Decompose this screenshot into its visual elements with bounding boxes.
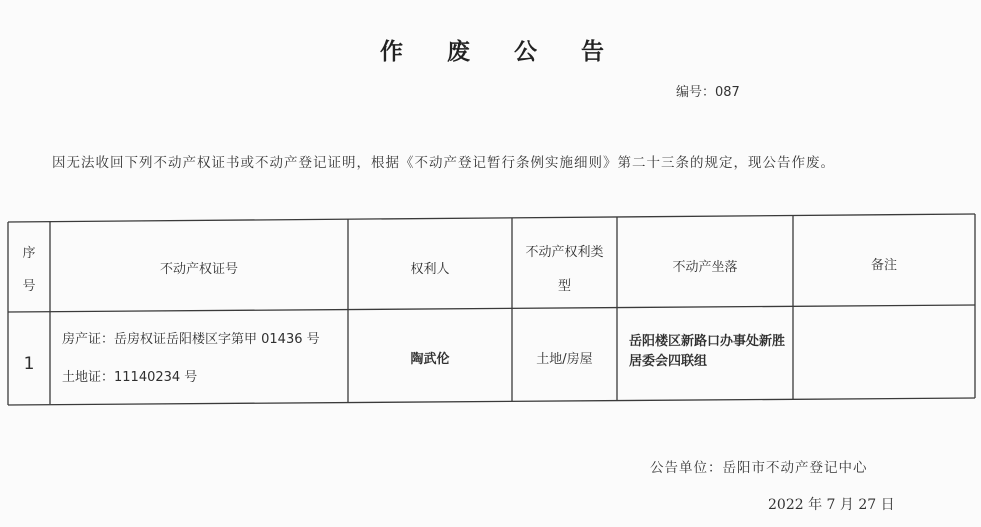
row-cert-no [62,330,348,400]
header-seq-line2: 号 [22,279,36,294]
row-location-line2: 居委会四联组 [629,353,708,369]
header-remarks: 备注 [870,258,897,274]
issuer-unit: 公告单位：岳阳市不动产登记中心 [650,460,868,476]
row-cert-house: 房产证：岳房权证岳阳楼区字第甲 01436 号 [62,332,320,347]
row-right-type: 土地/房屋 [536,352,593,368]
header-seq [8,230,50,310]
header-right-type-line1: 不动产权利类 [525,245,604,260]
document-number: 编号：087 [676,85,740,100]
row-owner: 陶武伦 [410,352,450,368]
notice-intro-text: 因无法收回下列不动产权证书或不动产登记证明，根据《不动产登记暂行条例实施细则》第二十三条的规定，现公告作废。 [52,155,835,171]
header-location: 不动产坐落 [672,260,738,276]
row-cert-land: 土地证：11140234 号 [62,369,198,385]
row-location-line1: 岳阳楼区新路口办事处新胜 [629,334,786,349]
header-right-type-line2: 型 [557,278,571,294]
notice-title: 作 废 公 告 [380,39,623,65]
row-remarks [793,335,975,375]
row-location [629,332,793,382]
header-right-type [512,232,617,307]
issue-date: 2022 年 7 月 27 日 [768,497,895,513]
row-seq: 1 [23,354,35,375]
header-owner: 权利人 [410,262,450,278]
header-seq-line1: 序 [22,245,36,261]
header-cert-no: 不动产权证号 [159,262,238,278]
